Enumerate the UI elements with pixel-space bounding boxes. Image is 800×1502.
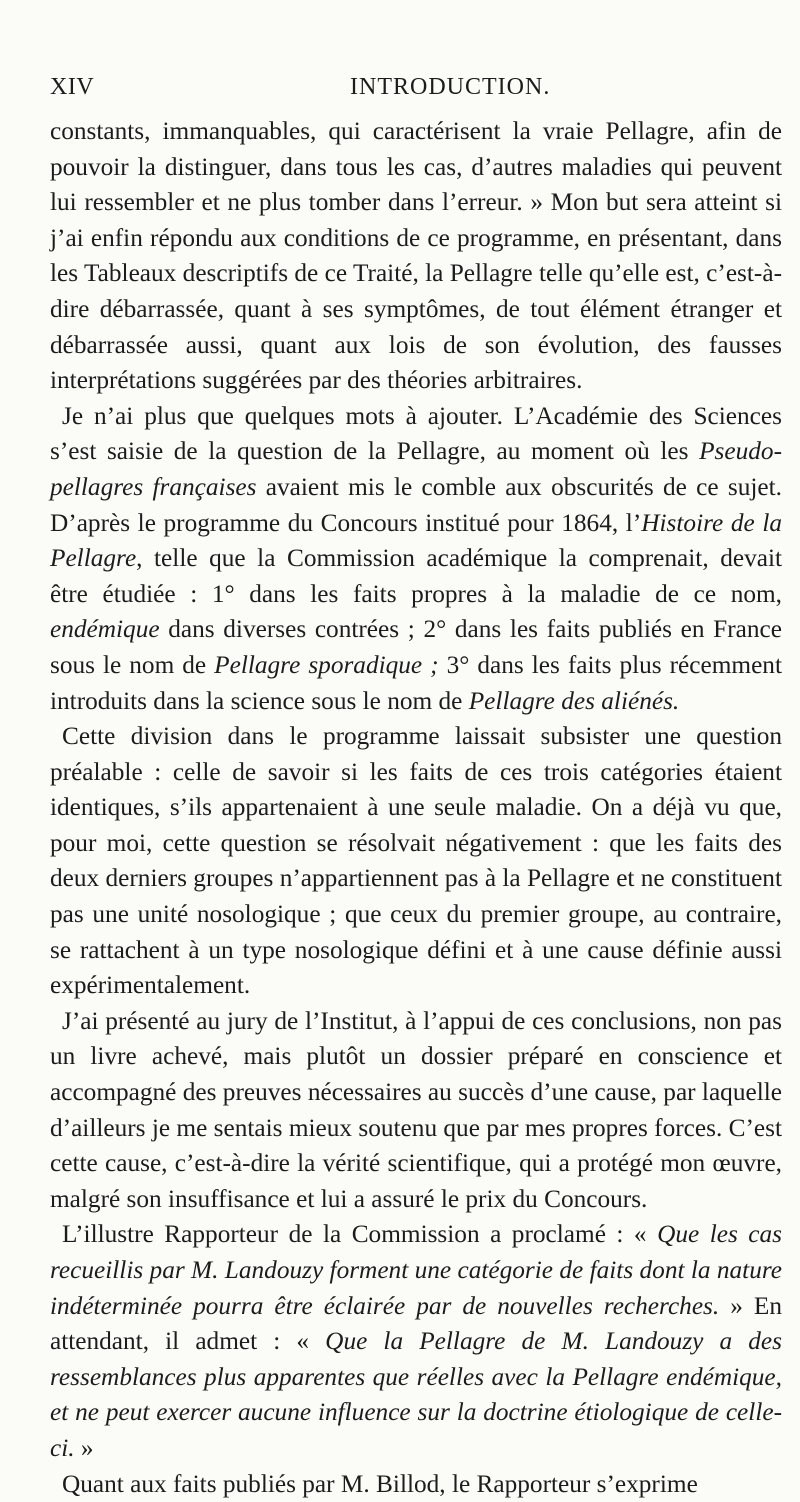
running-title: INTRODUCTION. xyxy=(350,74,551,100)
paragraph xyxy=(50,1217,782,1466)
text-run: , telle que la Commission académique la comprenait, devait être étudiée : 1° dans les faits propres à la maladie de ce nom, xyxy=(50,544,782,608)
text-run: dans diverses contrées ; 2° dans les faits publiés en France sous le nom de xyxy=(50,615,782,679)
paragraph xyxy=(50,399,782,719)
text-run: L’illustre Rapporteur de la Commission a proclamé : « xyxy=(62,1220,658,1249)
text-run: J’ai présenté au jury de l’Institut, à l’appui de ces conclusions, non pas un livre achevé, mais plutôt un dossier préparé en conscience et accompagné des preuves nécessaires au succès d’une cause, par laquelle d’ailleurs je me sentais mieux soutenu que par mes propres forces. C’est cette cause, c’est-à-dire la vérité scientifique, qui a protégé mon œuvre, malgré son insuffisance et lui a assuré le prix du Concours. xyxy=(50,1006,782,1213)
paragraph xyxy=(50,114,782,399)
paragraph xyxy=(50,1467,782,1502)
text-run: constants, immanquables, qui caractérisent la vraie Pellagre, afin de pouvoir la distinguer, dans tous les cas, d’autres maladies qui peuvent lui ressembler et ne plus tomber dans l’erreur. » Mon but sera atteint si j’ai enfin répondu aux conditions de ce programme, en présentant, dans les Tableaux descriptifs de ce Traité, la Pellagre telle qu’elle est, c’est-à-dire débarrassée, quant à ses symptômes, de tout élément étranger et débarrassée aussi, quant aux lois de son évolution, des fausses interprétations suggérées par des théories arbitraires. xyxy=(50,117,782,395)
text-run: Cette division dans le programme laissait subsister une question préalable : celle de savoir si les faits de ces trois catégories étaient identiques, s’ils appartenaient à une seule maladie. On a déjà vu que, pour moi, cette question se résolvait négativement : que les faits des deux derniers groupes n’appartiennent pas à la Pellagre et ne constituent pas une unité nosologique ; que ceux du premier groupe, au contraire, se rattachent à un type nosologique défini et à une cause définie aussi expérimentalement. xyxy=(50,722,782,1000)
body-text xyxy=(50,114,782,1502)
running-head xyxy=(50,74,780,104)
italic-text-run: Histoire de la Pellagre xyxy=(50,508,782,573)
italic-text-run: Pellagre des aliénés. xyxy=(468,686,680,715)
italic-text-run: Que la Pellagre de M. Landouzy a des ressemblances plus apparentes que réelles avec la Pellagre endémique, et ne peut exercer aucune influence sur la doctrine étiologique de celle-ci. xyxy=(50,1327,782,1462)
text-run: Quant aux faits publiés par M. Billod, le Rapporteur s’exprime xyxy=(62,1469,698,1498)
text-run: » xyxy=(74,1433,94,1462)
page-number: XIV xyxy=(50,74,95,100)
text-run: » En attendant, il admet : « xyxy=(50,1291,782,1356)
paragraph xyxy=(50,1004,782,1218)
text-run: Je n’ai plus que quelques mots à ajouter. L’Académie des Sciences s’est saisie de la question de la Pellagre, au moment où les xyxy=(50,401,782,466)
italic-text-run: Pellagre sporadique ; xyxy=(214,650,439,679)
italic-text-run: Pseudo-pellagres françaises xyxy=(50,437,782,501)
italic-text-run: endémique xyxy=(50,615,160,644)
italic-text-run: Que les cas recueillis par M. Landouzy forment une catégorie de faits dont la nature indéterminée pourra être éclairée par de nouvelles recherches. xyxy=(50,1220,783,1320)
paragraph xyxy=(50,719,782,1004)
text-run: avaient mis le comble aux obscurités de ce sujet. D’après le programme du Concours institué pour 1864, l’ xyxy=(50,472,782,537)
text-run: 3° dans les faits plus récemment introduits dans la science sous le nom de xyxy=(50,650,782,715)
